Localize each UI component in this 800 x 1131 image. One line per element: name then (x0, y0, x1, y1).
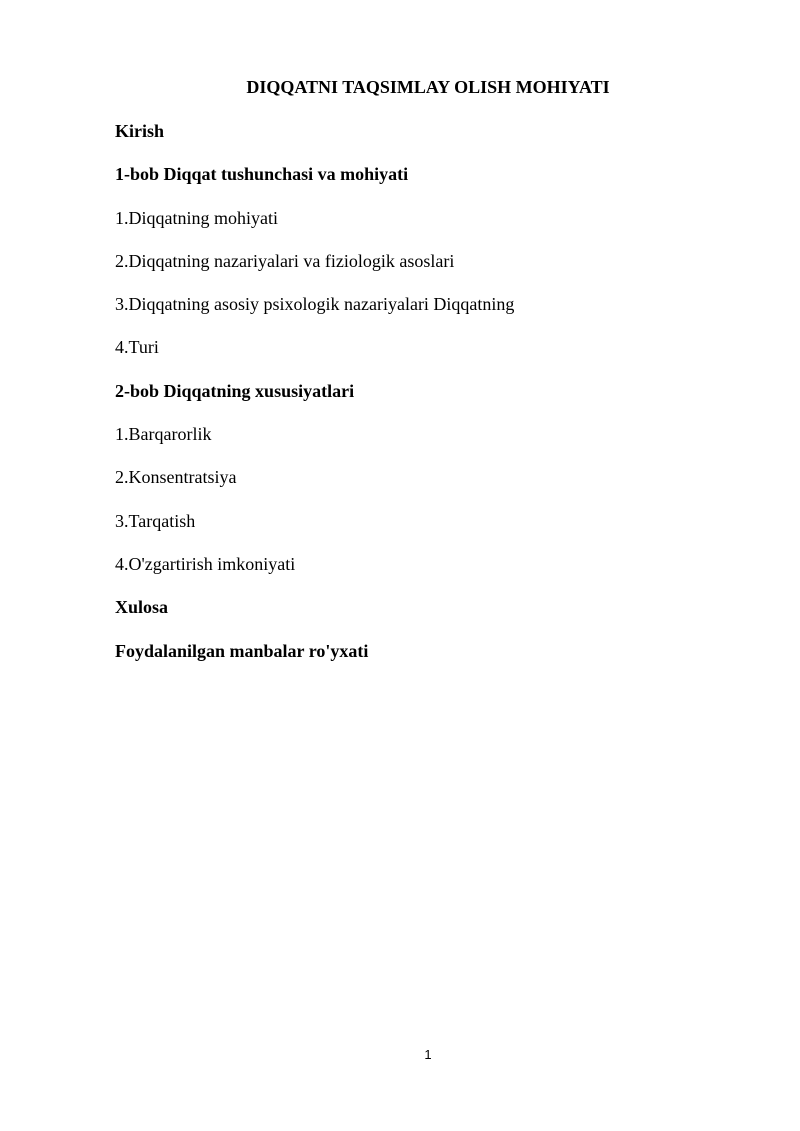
toc-section: 4.Turi (115, 337, 159, 358)
toc-heading-xulosa: Xulosa (115, 597, 169, 618)
page-number: 1 (424, 1047, 432, 1062)
toc-section: 3.Diqqatning asosiy psixologik nazariyalari Diqqatning (115, 294, 515, 315)
toc-chapter-1: 1-bob Diqqat tushunchasi va mohiyati (115, 164, 409, 185)
toc-heading-references: Foydalanilgan manbalar ro'yxati (115, 640, 369, 661)
toc-section: 1.Diqqatning mohiyati (115, 207, 278, 228)
toc-section: 1.Barqarorlik (115, 424, 212, 445)
document-title: DIQQATNI TAQSIMLAY OLISH MOHIYATI (246, 77, 610, 97)
toc-chapter-2: 2-bob Diqqatning xususiyatlari (115, 380, 355, 401)
table-of-contents (115, 120, 735, 683)
toc-heading-kirish: Kirish (115, 121, 165, 141)
toc-section: 3.Tarqatish (115, 510, 196, 531)
toc-section: 2.Diqqatning nazariyalari va fiziologik asoslari (115, 250, 455, 271)
toc-section: 4.O'zgartirish imkoniyati (115, 553, 296, 574)
toc-section: 2.Konsentratsiya (115, 467, 237, 488)
